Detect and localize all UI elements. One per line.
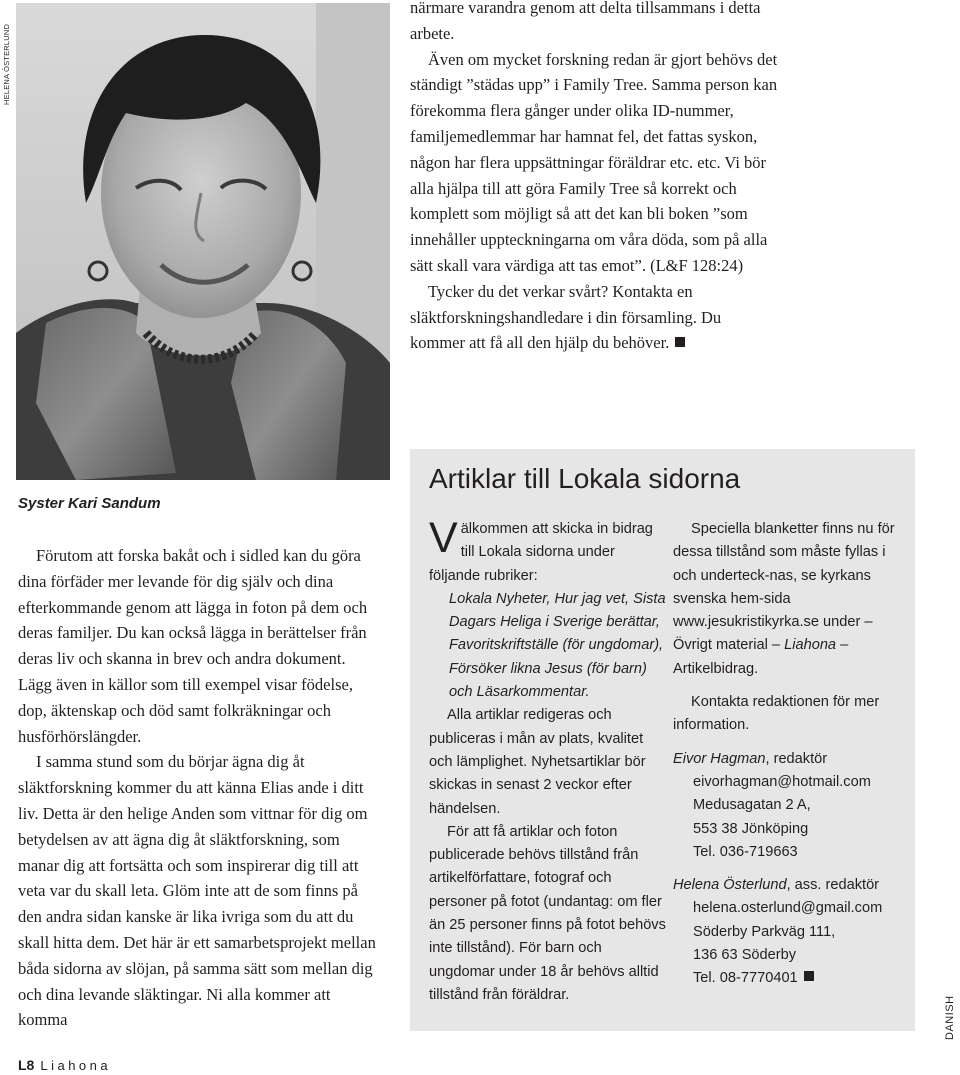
info-text: Speciella blanketter finns nu för dessa tillstånd som måste fyllas i och underteck-nas, se kyrkans svenska hem-sida www.jesukristikyrka.se under – Övrigt material – [673, 521, 895, 654]
editor-line [673, 874, 905, 897]
editor-name: Helena Österlund [673, 877, 787, 894]
editor-role: , ass. redaktör [786, 877, 880, 894]
editor-role: , redaktör [765, 750, 828, 767]
info-intro-text: älkommen att skicka in bidrag till Lokala sidorna under följande rubriker: [429, 521, 653, 584]
drop-cap: V [429, 514, 458, 562]
info-paragraph: För att få artiklar och foton publicerade behövs tillstånd från artikelförfattare, fotograf och personer på fotot (undantag: om fler än 25 personer finns på fotot behövs inte tillstånd). För barn och ungdomar under 18 år behövs alltid tillstånd från föräldrar. [429, 823, 666, 1003]
editor-phone-line [673, 967, 905, 990]
photo-credit-text: HELENA ÖSTERLUND [2, 23, 11, 105]
page-footer [18, 1057, 111, 1075]
editor-city: 136 63 Söderby [693, 947, 797, 964]
editor-line [673, 748, 905, 771]
editor-street: Medusagatan 2 A, [693, 797, 811, 814]
editor-street: Söderby Parkväg 111, [693, 923, 836, 940]
article-column-bottom [18, 543, 380, 1033]
editor-email: eivorhagman@hotmail.com [693, 773, 871, 790]
end-mark-icon [804, 971, 814, 981]
info-box [410, 449, 915, 1031]
info-box-left-column [429, 514, 669, 1007]
info-paragraph: Alla artiklar redigeras och publiceras i mån av plats, kvalitet och lämplighet. Nyhetsartiklar bör skickas in senast 2 veckor efter händelsen. [429, 707, 646, 817]
info-text: – Artikelbidrag. [673, 637, 849, 677]
info-paragraph: Kontakta redaktionen för mer information. [673, 694, 880, 734]
article-paragraph: Förutom att forska bakåt och i sidled kan du göra dina förfäder mer levande för dig själv och dina efterkommande genom att lägga in foton på dem och deras familjer. Du kan också lägga in berättelser från deras liv och skanna in brev och andra dokument. Lägg även in källor som till exempel visar födelse, dop, äktenskap och död samt folkräkningar och husförhörslängder. [18, 546, 368, 746]
editor-name: Eivor Hagman [673, 750, 766, 767]
editor-email: helena.osterlund@gmail.com [693, 900, 883, 917]
editor-city: 553 38 Jönköping [693, 820, 809, 837]
editor-phone: Tel. 036-719663 [693, 843, 798, 860]
article-paragraph-text: Tycker du det verkar svårt? Kontakta en släktforskningshandledare i din församling. Du kommer att få all den hjälp du behöver. [410, 281, 722, 353]
editor-phone: Tel. 08-7770401 [693, 970, 798, 987]
language-tag-text: DANISH [944, 995, 956, 1040]
photo-credit [2, 5, 14, 105]
info-rubrics: Lokala Nyheter, Hur jag vet, Sista Dagars Heliga i Sverige berättar, Favoritskriftställe (för ungdomar), Försöker likna Jesus (för barn) och Läsarkommentar. [449, 590, 666, 701]
portrait-photo [16, 3, 390, 480]
article-column-top [410, 0, 780, 356]
info-text-italic: Liahona [784, 637, 837, 654]
end-mark-icon [675, 337, 685, 347]
article-paragraph: närmare varandra genom att delta tillsammans i detta arbete. [410, 0, 761, 43]
info-paragraph [673, 518, 905, 681]
photo-caption: Syster Kari Sandum [18, 495, 161, 512]
article-paragraph: Även om mycket forskning redan är gjort behövs det ständigt ”städas upp” i Family Tree. Samma person kan förekomma flera gånger under olika ID-nummer, familjemedlemmar har hamnat fel, det fattas syskon, någon har flera uppsättningar föräldrar etc. etc. Vi bör alla hjälpa till att göra Family Tree så korrekt och komplett som möjligt så att det kan bli boken ”som innehåller uppteckningarna om våra döda, som på alla sätt skall vara värdiga att tas emot”. (L&F 128:24) [410, 49, 778, 275]
article-paragraph: I samma stund som du börjar ägna dig åt släktforskning kommer du att känna Elias ande i ditt liv. Detta är den helige Anden som vittnar för dig om betydelsen av att ägna dig åt släktforskning, som manar dig att fortsätta och som inspirerar dig till att veta var du skall leta. Glöm inte att de som finns på den andra sidan kanske är lika ivriga som du att du skall hitta dem. Det här är ett samarbetsprojekt mellan båda sidorna av slöjan, på samma sätt som mellan dig och dina levande släktingar. Ni alla kommer att komma [18, 752, 376, 1030]
info-box-right-column [673, 518, 905, 991]
info-intro [429, 514, 669, 588]
language-tag [944, 988, 958, 1040]
article-paragraph [410, 279, 780, 356]
info-box-title: Artiklar till Lokala sidorna [429, 463, 741, 494]
magazine-name: Liahona [40, 1058, 112, 1073]
page-number: L8 [18, 1057, 35, 1073]
